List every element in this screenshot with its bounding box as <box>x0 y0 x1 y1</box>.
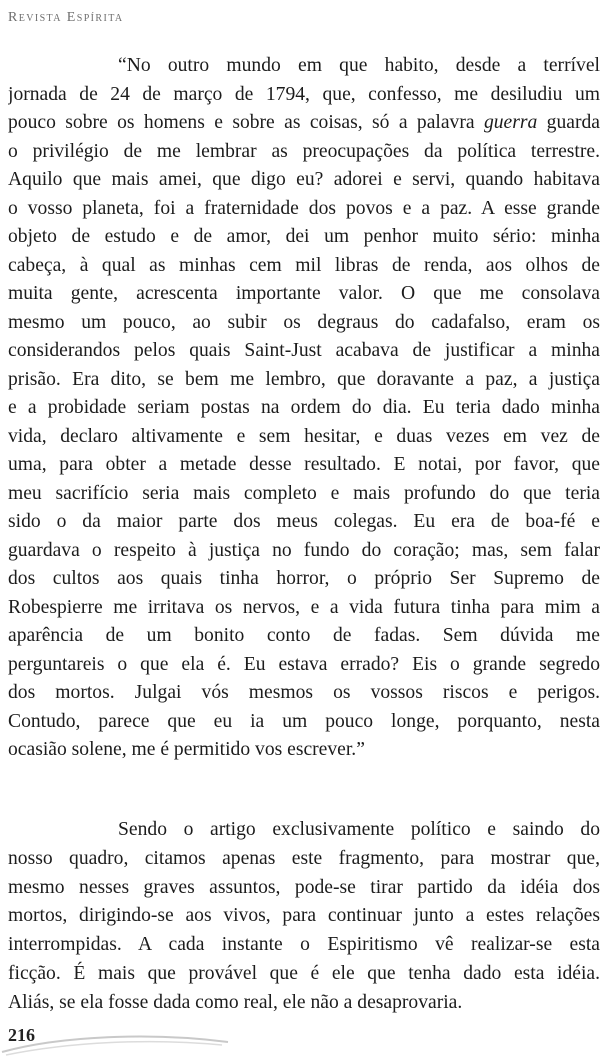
text-line: meu sacrifício seria mais completo e mais profundo do que teria <box>8 482 600 504</box>
text-line: Contudo, parece que eu ia um pouco longe, porquanto, nesta <box>8 710 600 732</box>
text-line: mesmo nesses graves assuntos, pode-se tirar partido da idéia dos <box>8 876 600 898</box>
text-line: Sendo o artigo exclusivamente político e saindo do <box>118 819 600 840</box>
text-line: jornada de 24 de março de 1794, que, confesso, me desiludiu um <box>8 83 600 105</box>
running-header: Revista Espírita <box>8 10 124 25</box>
text-line: prisão. Era dito, se bem me lembro, que doravante a paz, a justiça <box>8 368 600 390</box>
text-line: o vosso planeta, foi a fraternidade dos povos e a paz. A esse grande <box>8 197 600 219</box>
text-line: Robespierre me irritava os nervos, e a vida futura tinha para mim a <box>8 596 600 618</box>
text-line: o privilégio de me lembrar as preocupações da política terrestre. <box>8 140 600 162</box>
text-line: mortos, dirigindo-se aos vivos, para continuar junto a estes relações <box>8 905 600 927</box>
text-line: perguntareis o que ela é. Eu estava errado? Eis o grande segredo <box>8 653 600 675</box>
text-line: nosso quadro, citamos apenas este fragmento, para mostrar que, <box>8 847 600 869</box>
text-segment: pouco sobre os homens e sobre as coisas, só a palavra <box>8 112 484 133</box>
text-line: ficção. É mais que provável que é ele que tenha dado esta idéia. <box>8 962 600 984</box>
text-line: aparência de um bonito conto de fadas. Sem dúvida me <box>8 625 600 646</box>
text-line: uma, para obter a metade desse resultado. E notai, por favor, que <box>8 454 600 475</box>
text-line: Aquilo que mais amei, que digo eu? adorei e servi, quando habitava <box>8 169 600 190</box>
commentary-paragraph <box>8 816 600 1018</box>
text-line: interrompidas. A cada instante o Espiritismo vê realizar-se esta <box>8 934 600 956</box>
page-number: 216 <box>8 1025 35 1045</box>
text-line: cabeça, à qual as minhas cem mil libras de renda, aos olhos de <box>8 254 600 276</box>
text-line: Aliás, se ela fosse dada como real, ele não a desaprovaria. <box>8 991 463 1013</box>
text-line: guardava o respeito à justiça no fundo do coração; mas, sem falar <box>8 539 600 561</box>
italic-word: guerra <box>483 112 538 133</box>
text-line: vida, declaro altivamente e sem hesitar, e duas vezes em vez de <box>8 425 600 447</box>
text-line: muita gente, acrescenta importante valor. O que me consolava <box>8 283 600 304</box>
text-line <box>8 109 600 138</box>
text-line: mesmo um pouco, ao subir os degraus do cadafalso, eram os <box>8 311 600 333</box>
text-line: sido o da maior parte dos meus colegas. Eu era de boa-fé e <box>8 511 600 532</box>
text-line: e a probidade seriam postas na ordem do dia. Eu teria dado minha <box>8 397 600 418</box>
text-segment: guarda <box>537 112 600 133</box>
text-line: dos cultos aos quais tinha horror, o próprio Ser Supremo de <box>8 568 600 589</box>
text-line: “No outro mundo em que habito, desde a terrível <box>118 55 600 76</box>
text-line: objeto de estudo e de amor, dei um penhor muito sério: minha <box>8 226 600 247</box>
text-line: ocasião solene, me é permitido vos escrever.” <box>8 739 365 760</box>
text-line: dos mortos. Julgai vós mesmos os vossos riscos e perigos. <box>8 682 600 703</box>
quoted-letter-paragraph <box>8 52 600 765</box>
text-line: considerandos pelos quais Saint-Just acabava de justificar a minha <box>8 340 600 361</box>
